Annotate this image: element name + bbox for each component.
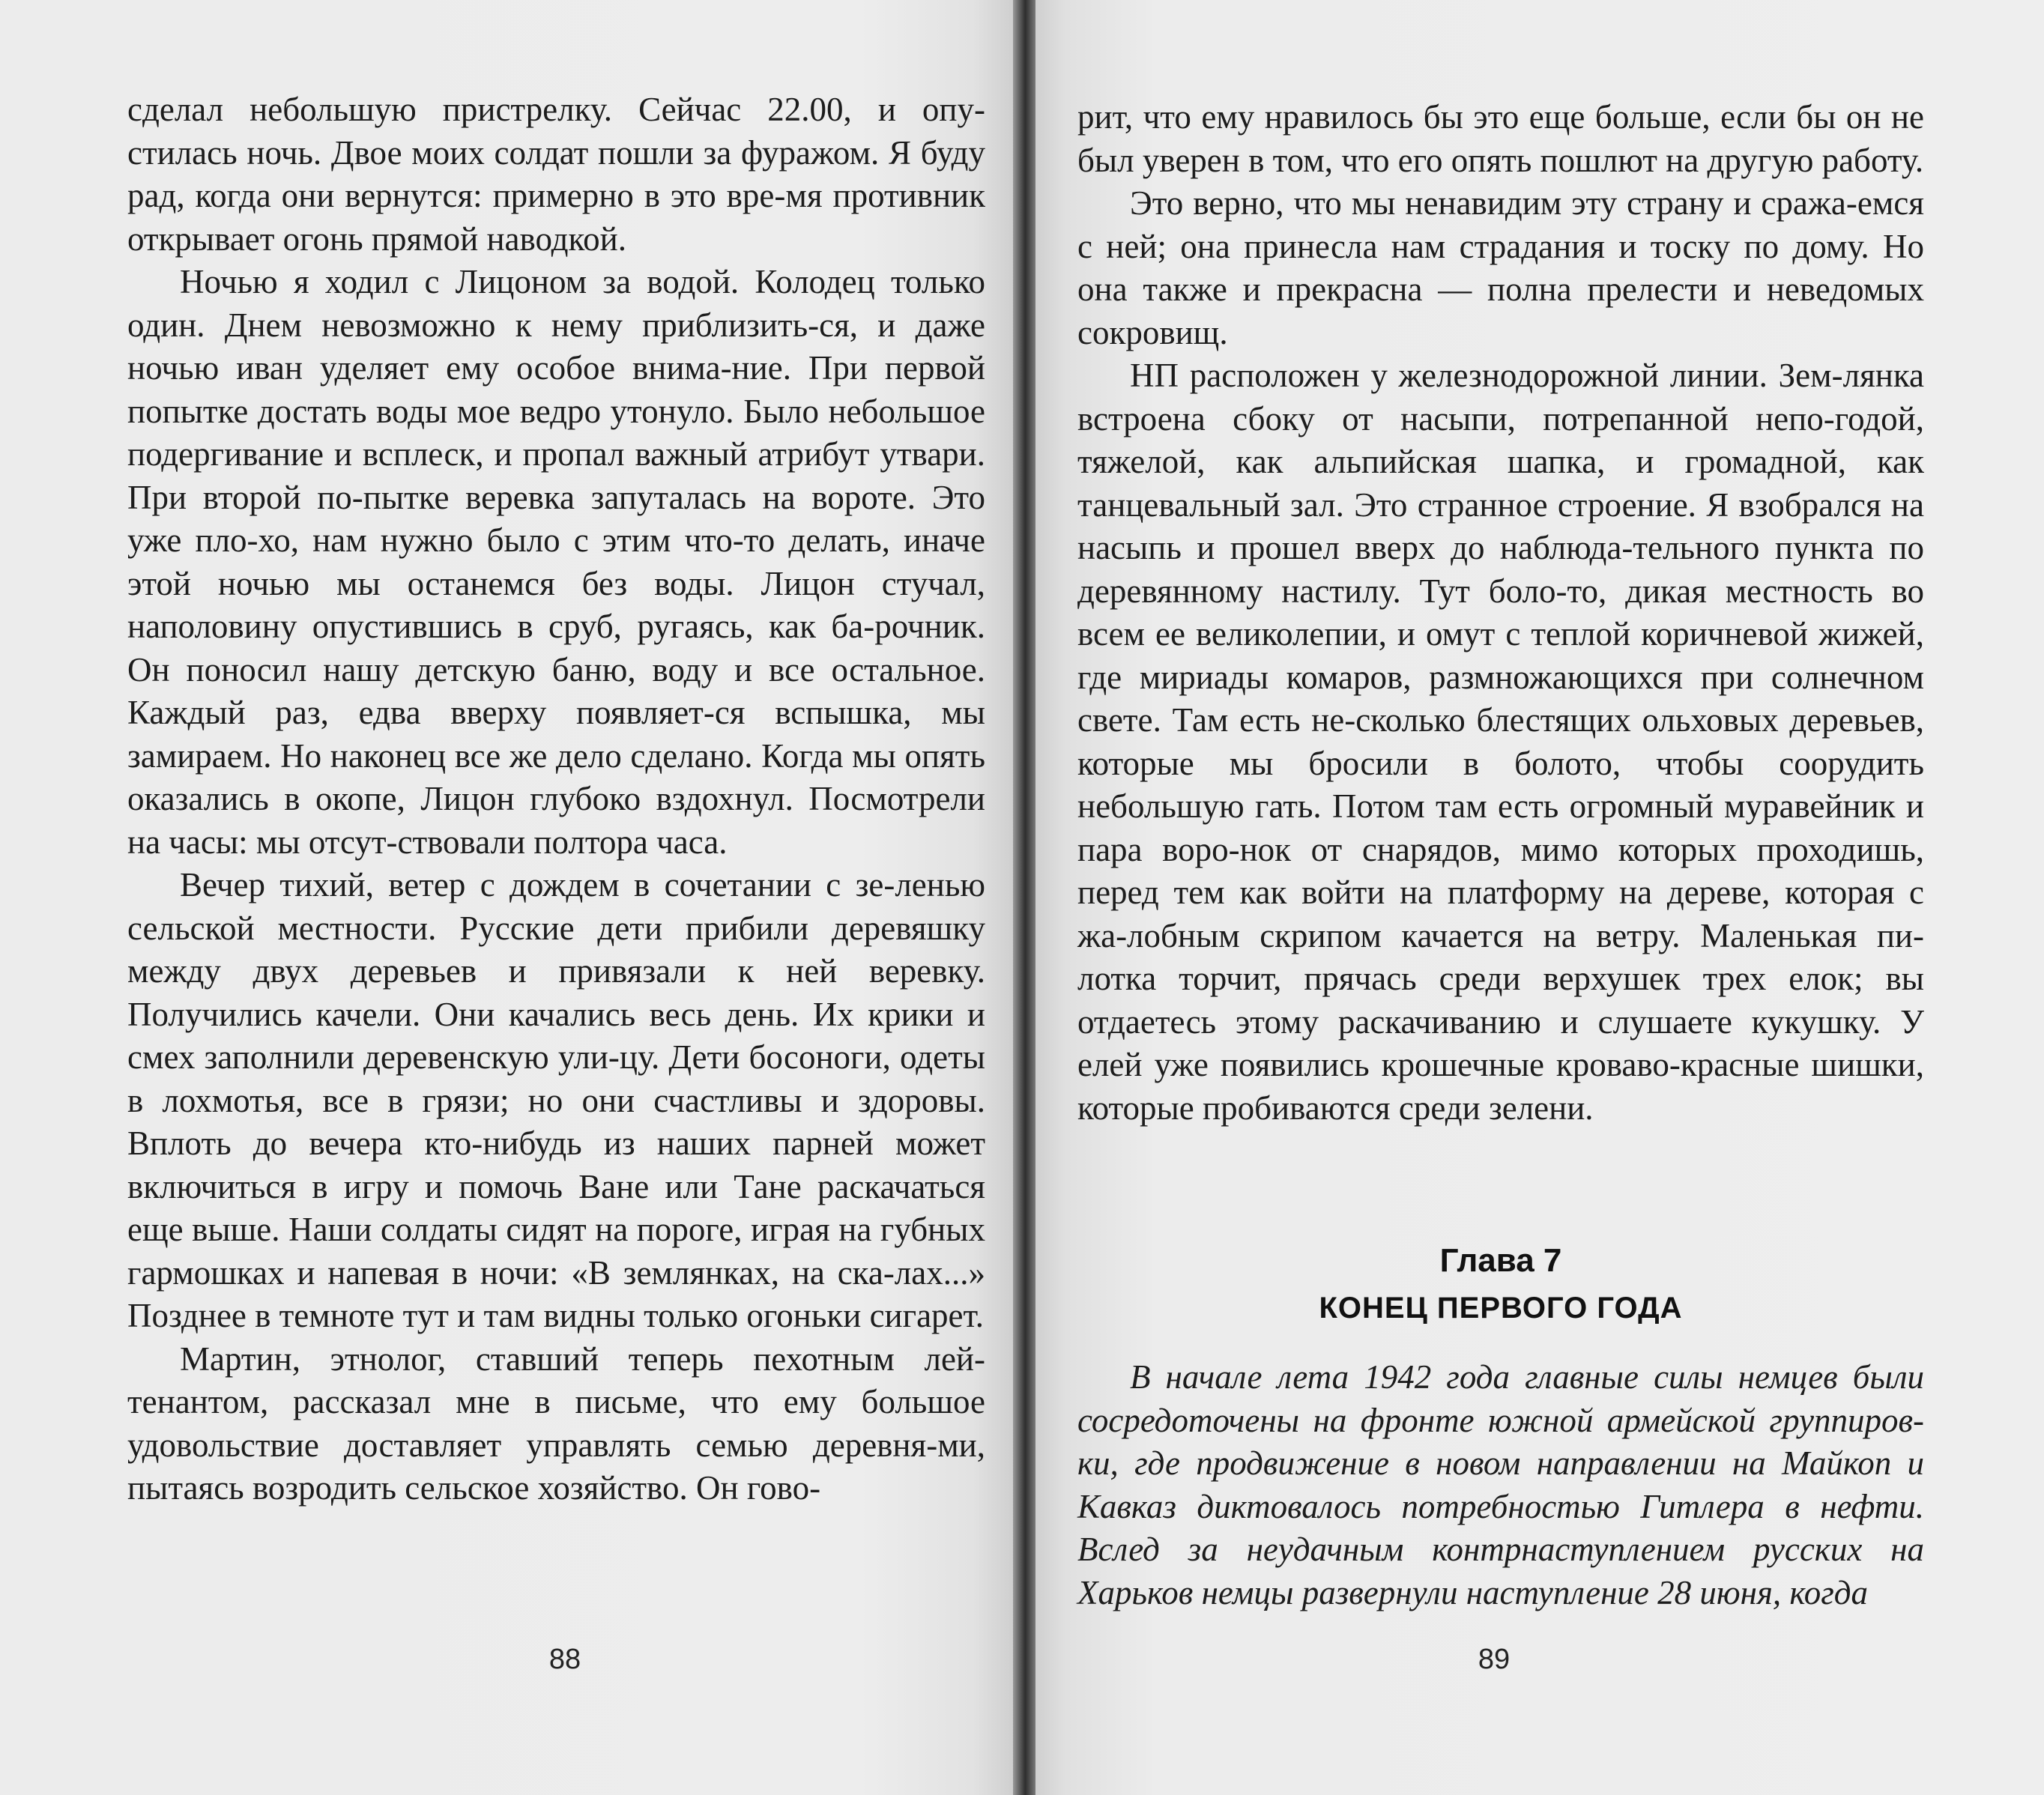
chapter-intro: В начале лета 1942 года главные силы немцев были сосредоточены на фронте южной армейской группиров-ки, где продвижение в новом направлении на Майкоп и Кавказ диктовалось потребностью Гитлера в нефти. Вслед за неудачным контрнаступлением русских на Харьков немцы развернули наступление 28 июня, когда xyxy=(1077,1358,1924,1611)
left-paragraph-2: Ночью я ходил с Лицоном за водой. Колодец только один. Днем невозможно к нему приблизить-ся, и даже ночью иван уделяет ему особое внима-ние. При первой попытке достать воды мое ведро утонуло. Было небольшое подергивание и всплеск, и пропал важный атрибут утвари. При второй по-пытке веревка запуталась на вороте. Это уже пло-хо, нам нужно было с этим что-то делать, иначе этой ночью мы останемся без воды. Лицон стучал, наполовину опустившись в сруб, ругаясь, как ба-рочник. Он поносил нашу детскую баню, воду и все остальное. Каждый раз, едва вверху появляет-ся вспышка, мы замираем. Но наконец все же дело сделано. Когда мы опять оказались в окопе, Лицон глубоко вздохнул. Посмотрели на часы: мы отсут-ствовали полтора часа. xyxy=(127,263,985,861)
chapter-number: Глава 7 xyxy=(1439,1242,1562,1279)
left-page-text xyxy=(127,88,985,1510)
left-page-number: 88 xyxy=(548,1644,581,1675)
right-page-text xyxy=(1077,96,1924,1130)
book-gutter xyxy=(1013,0,1035,1795)
left-paragraph-1: сделал небольшую пристрелку. Сейчас 22.00, и опу-стилась ночь. Двое моих солдат пошли за фуражом. Я буду рад, когда они вернутся: примерно в это вре-мя противник открывает огонь прямой наводкой. xyxy=(127,91,985,258)
chapter-title: КОНЕЦ ПЕРВОГО ГОДА xyxy=(1319,1292,1683,1325)
right-paragraph-2: Это верно, что мы ненавидим эту страну и сража-емся с ней; она принесла нам страдания и тоску по дому. Но она также и прекрасна — полна прелести и неведомых сокровищ. xyxy=(1077,184,1924,351)
right-paragraph-3: НП расположен у железнодорожной линии. Зем-лянка встроена сбоку от насыпи, потрепанной непо-годой, тяжелой, как альпийская шапка, и громадной, как танцевальный зал. Это странное строение. Я взобрался на насыпь и прошел вверх до наблюда-тельного пункта по деревянному настилу. Тут боло-то, дикая местность во всем ее великолепии, и омут с теплой коричневой жижей, где мириады комаров, размножающихся при солнечном свете. Там есть не-сколько блестящих ольховых деревьев, которые мы бросили в болото, чтобы соорудить небольшую гать. Потом там есть огромный муравейник и пара воро-нок от снарядов, мимо которых проходишь, перед тем как войти на платформу на дереве, которая с жа-лобным скрипом качается на ветру. Маленькая пи-лотка торчит, прячась среди верхушек трех елок; вы отдаетесь этому раскачиванию и слушаете кукушку. У елей уже появились крошечные кроваво-красные шишки, которые пробиваются среди зелени. xyxy=(1077,357,1924,1127)
left-paragraph-3: Вечер тихий, ветер с дождем в сочетании с зе-ленью сельской местности. Русские дети прибили деревяшку между двух деревьев и привязали к ней веревку. Получились качели. Они качались весь день. Их крики и смех заполнили деревенскую ули-цу. Дети босоноги, одеты в лохмотья, все в грязи; но они счастливы и здоровы. Вплоть до вечера кто-нибудь из наших парней может включиться в игру и помочь Ване или Тане раскачаться еще выше. Наши солдаты сидят на пороге, играя на губных гармошках и напевая в ночи: «В землянках, на ска-лах...» Позднее в темноте тут и там видны только огоньки сигарет. xyxy=(127,866,985,1334)
right-page-number: 89 xyxy=(1478,1644,1511,1675)
left-paragraph-4: Мартин, этнолог, ставший теперь пехотным лей-тенантом, рассказал мне в письме, что ему большое удовольствие доставляет управлять семью деревня-ми, пытаясь возродить сельское хозяйство. Он гово- xyxy=(127,1340,985,1507)
right-paragraph-1: рит, что ему нравилось бы это еще больше, если бы он не был уверен в том, что его опять пошлют на другую работу. xyxy=(1077,98,1924,179)
